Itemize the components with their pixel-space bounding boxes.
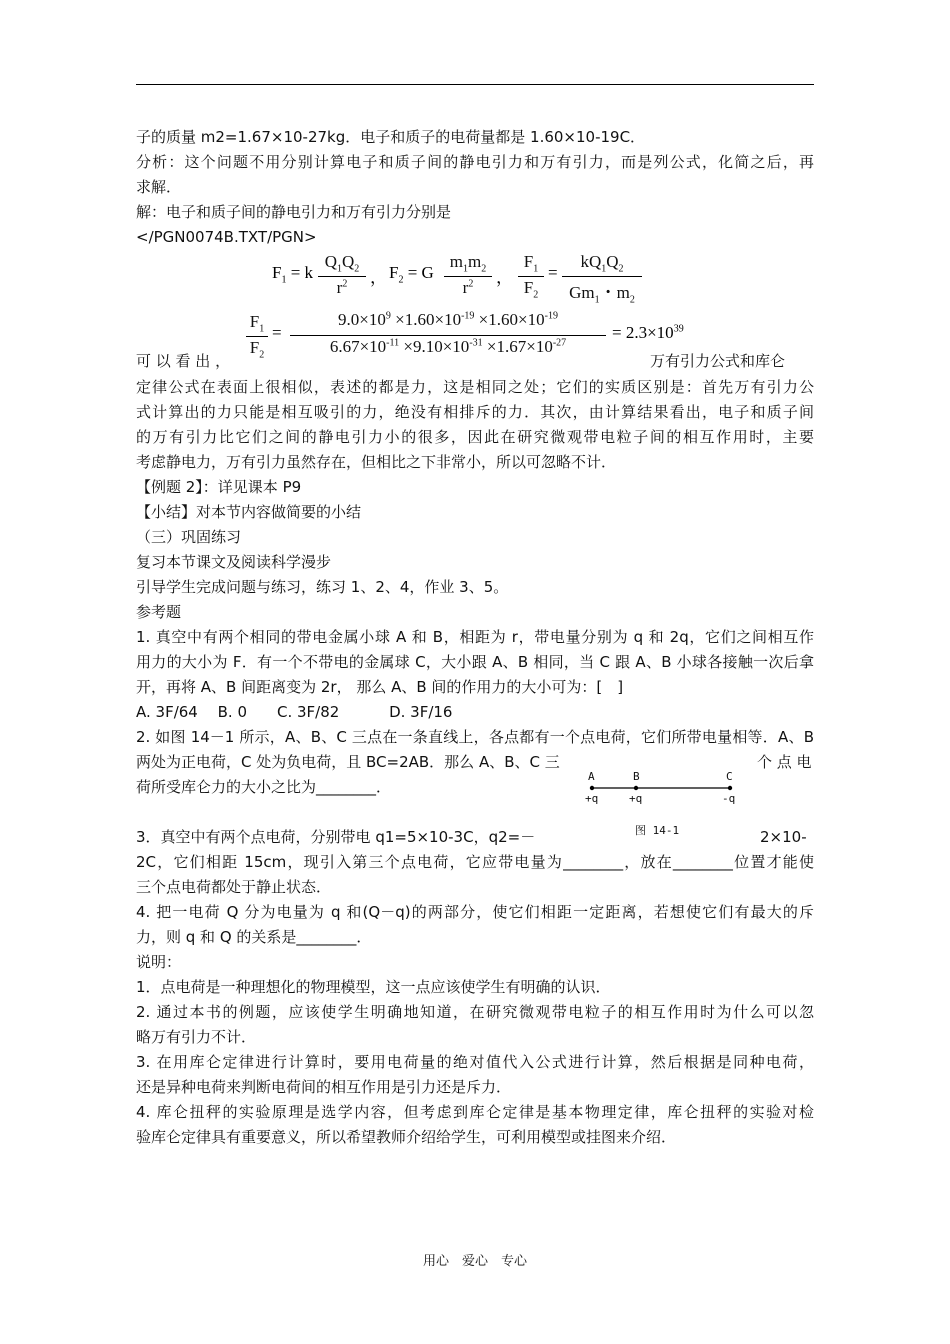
text-line: 复习本节课文及阅读科学漫步	[136, 553, 332, 571]
text-line: （三）巩固练习	[136, 528, 242, 546]
text-line: 3．真空中有两个点电荷，分别带电 q1=5×10-3C，q2=－	[136, 828, 536, 846]
figure-14-1	[583, 770, 743, 836]
point-label-a: A	[588, 770, 595, 783]
text-line: 说明：	[136, 953, 182, 971]
text-line: </PGN0074B.TXT/PGN>	[136, 228, 317, 246]
text-line: 定律公式在表面上很相似，表述的都是力，这是相同之处；它们的实质区别是：首先万有引力公	[136, 378, 814, 396]
charge-line-diagram	[583, 778, 743, 808]
text-line: 解：电子和质子间的静电引力和万有引力分别是	[136, 203, 452, 221]
text-line: 力，则 q 和 Q 的关系是________．	[136, 928, 372, 946]
text-line: 还是异种电荷来判断电荷间的相互作用是引力还是斥力．	[136, 1078, 512, 1096]
text-line: 3. 在用库仑定律进行计算时，要用电荷量的绝对值代入公式进行计算，然后根据是同种电荷，	[136, 1053, 814, 1071]
text-line: 验库仑定律具有重要意义，所以希望教师介绍给学生，可利用模型或挂图来介绍．	[136, 1128, 677, 1146]
text-line: 2. 如图 14－1 所示，A、B、C 三点在一条直线上，各点都有一个点电荷，它们所带电量相等．A、B	[136, 728, 814, 746]
text-line: 1. 真空中有两个相同的带电金属小球 A 和 B，相距为 r，带电量分别为 q 和 2q，它们之间相互作	[136, 628, 814, 646]
text-line: 三个点电荷都处于静止状态．	[136, 878, 332, 896]
text-line: 参考题	[136, 603, 182, 621]
header-rule	[136, 84, 814, 85]
text-line: 4. 把一电荷 Q 分为电量为 q 和(Q－q)的两部分，使它们相距一定距离，若想使它们有最大的斥	[136, 903, 814, 921]
text-line: 可 以 看 出 ，	[136, 352, 231, 370]
charge-label-c: -q	[722, 792, 736, 805]
text-line: 【例题 2】：详见课本 P9	[136, 478, 302, 496]
text-line: 考虑静电力，万有引力虽然存在，但相比之下非常小，所以可忽略不计．	[136, 453, 617, 471]
text-line: 4. 库仑扭秤的实验原理是选学内容，但考虑到库仑定律是基本物理定律，库仑扭秤的实验对检	[136, 1103, 814, 1121]
text-line: 【小结】对本节内容做简要的小结	[136, 503, 362, 521]
formula-result: = 2.3×10	[612, 323, 674, 342]
text-line: 略万有引力不计．	[136, 1028, 257, 1046]
charge-label-b: +q	[629, 792, 643, 805]
text-line: 1．点电荷是一种理想化的物理模型，这一点应该使学生有明确的认识．	[136, 978, 611, 996]
text-line: 用力的大小为 F．有一个不带电的金属球 C，大小跟 A、B 相同，当 C 跟 A、B 小球各接触一次后拿	[136, 653, 814, 671]
text-line: 开，再将 A、B 间距离变为 2r， 那么 A、B 间的作用力的大小可为：[ ]	[136, 678, 624, 696]
text-line: 2C，它们相距 15cm，现引入第三个点电荷，它应带电量为________，放在________位置才能使	[136, 853, 814, 871]
text-line: 2×10-	[760, 828, 807, 846]
text-line: 荷所受库仑力的大小之比为________．	[136, 778, 392, 796]
text-line: 个 点 电	[757, 753, 812, 771]
point-a	[590, 786, 594, 790]
text-line: 2. 通过本书的例题，应该使学生明确地知道，在研究微观带电粒子的相互作用时为什么可以忽	[136, 1003, 814, 1021]
text-line: 分析：这个问题不用分别计算电子和质子间的静电引力和万有引力，而是列公式，化简之后，再	[136, 153, 814, 171]
point-label-c: C	[726, 770, 733, 783]
point-b	[634, 786, 638, 790]
text-line: 两处为正电荷，C 处为负电荷，且 BC=2AB．那么 A、B、C 三	[136, 753, 560, 771]
charge-label-a: +q	[585, 792, 599, 805]
text-line: 的万有引力比它们之间的静电引力小的很多，因此在研究微观带电粒子间的相互作用时，主要	[136, 428, 814, 446]
text-line: 求解．	[136, 178, 182, 196]
page-footer: 用心 爱心 专心	[422, 1254, 527, 1269]
figure-caption: 图 14-1	[635, 824, 680, 837]
text-line: 万有引力公式和库仑	[650, 352, 786, 370]
point-c	[728, 786, 732, 790]
text-line: 引导学生完成问题与练习，练习 1、2、4，作业 3、5。	[136, 578, 509, 596]
formula-result-exponent: 39	[673, 323, 684, 335]
text-line: A. 3F/64 B. 0 C. 3F/82 D. 3F/16	[136, 703, 453, 721]
point-label-b: B	[633, 770, 640, 783]
text-line: 式计算出的力只能是相互吸引的力，绝没有相排斥的力．其次，由计算结果看出，电子和质子间	[136, 403, 814, 421]
text-line: 子的质量 m2=1.67×10-27kg．电子和质子的电荷量都是 1.60×10-19C．	[136, 128, 646, 146]
